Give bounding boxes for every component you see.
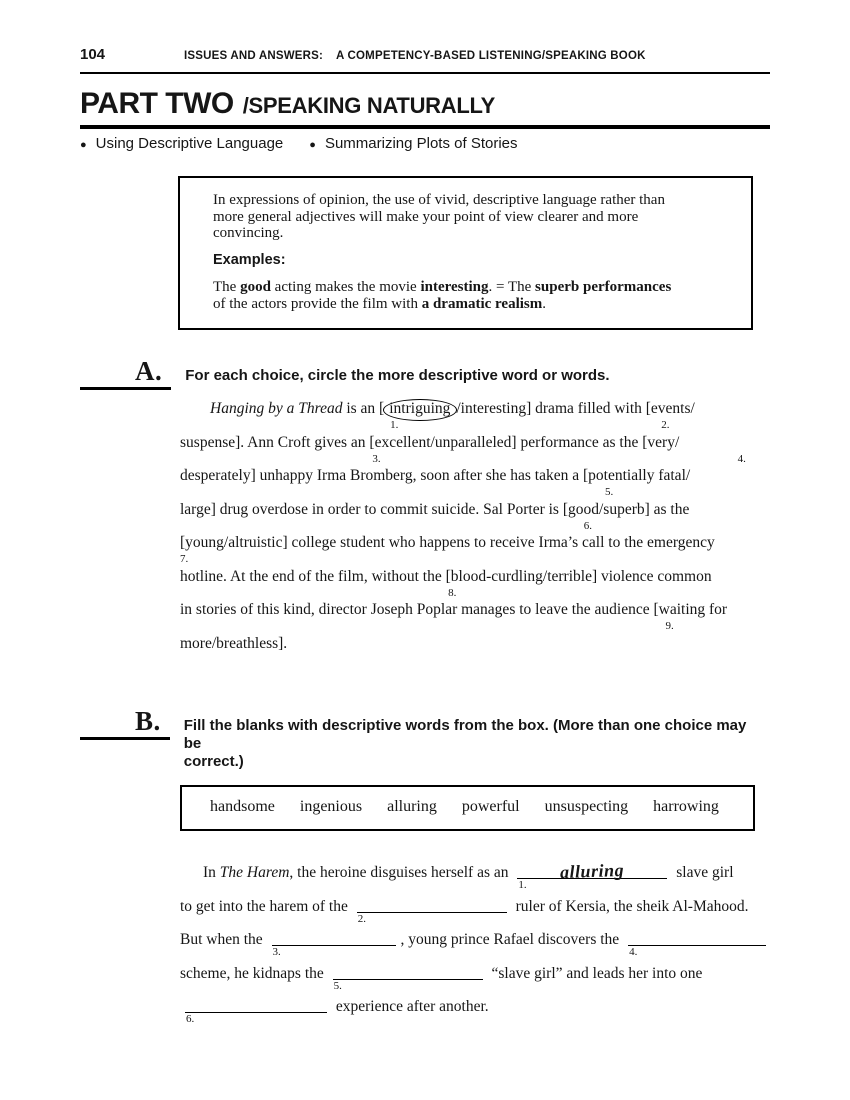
text-segment: hotline. At the end of the film, without the [blood-curdling/terrible] violence common bbox=[180, 567, 712, 585]
goal-label: Using Descriptive Language bbox=[95, 135, 284, 152]
concept-text-line: more general adjectives will make your point of view clearer and more bbox=[213, 208, 639, 225]
exercise-a-paragraph bbox=[180, 400, 772, 668]
paragraph-line bbox=[180, 859, 772, 897]
text-segment: experience after another. bbox=[332, 998, 489, 1015]
text-segment: [young/altruistic] college student who happens to receive Irma’s call to the emergency bbox=[180, 534, 715, 551]
text-segment: desperately] unhappy Irma Bromberg, soon after she has taken a [potentially fatal/ bbox=[180, 467, 691, 484]
word-bank-item: harrowing bbox=[653, 798, 719, 815]
text-segment: superb performances bbox=[535, 279, 672, 295]
exercise-b-instruction bbox=[184, 706, 762, 771]
choice-number: 3. bbox=[372, 452, 381, 465]
word-bank-item: handsome bbox=[210, 798, 275, 815]
circled-answer[interactable]: intriguing bbox=[383, 399, 457, 421]
part-subtitle: /SPEAKING NATURALLY bbox=[242, 93, 495, 118]
text-segment: suspense]. Ann Croft gives an [excellent/unparalleled] performance as the [very/ bbox=[180, 433, 680, 451]
exercise-a bbox=[80, 356, 770, 668]
goal-label: Summarizing Plots of Stories bbox=[324, 135, 518, 152]
bullet-icon bbox=[80, 135, 87, 152]
text-segment: interesting bbox=[420, 279, 489, 295]
paragraph-line bbox=[180, 601, 772, 635]
fill-in-blank[interactable] bbox=[628, 930, 766, 958]
text-segment: of the actors provide the film with bbox=[213, 295, 422, 312]
blank-number: 2. bbox=[357, 912, 366, 925]
text-segment: The Harem bbox=[219, 864, 290, 881]
paragraph-line bbox=[180, 400, 772, 434]
text-segment: “slave girl” and leads her into one bbox=[487, 964, 703, 982]
text-segment: is an [ bbox=[342, 400, 385, 417]
exercise-b bbox=[80, 706, 770, 1031]
text-segment: to get into the harem of the bbox=[180, 897, 352, 915]
word-bank-item: ingenious bbox=[299, 798, 363, 815]
example-text-line bbox=[213, 296, 731, 313]
fill-in-blank[interactable] bbox=[333, 964, 483, 992]
blank-number: 4. bbox=[629, 946, 638, 958]
exercise-b-label: B. bbox=[80, 706, 170, 740]
goal-item bbox=[80, 135, 283, 152]
blank-number: 5. bbox=[333, 979, 342, 992]
blank-number: 3. bbox=[272, 946, 281, 958]
text-segment: more/breathless]. bbox=[180, 634, 288, 652]
part-heading bbox=[80, 87, 770, 152]
paragraph-line bbox=[180, 467, 772, 501]
text-segment: in stories of this kind, director Joseph Poplar manages to leave the audience [waiting for bbox=[180, 601, 728, 618]
concept-box bbox=[178, 176, 753, 330]
text-segment: The bbox=[213, 279, 241, 295]
choice-number: 2. bbox=[661, 419, 670, 431]
paragraph-line bbox=[180, 635, 772, 669]
blank-number: 1. bbox=[518, 879, 527, 891]
paragraph-line bbox=[180, 568, 772, 602]
text-segment: scheme, he kidnaps the bbox=[180, 964, 328, 982]
paragraph-line bbox=[180, 434, 772, 468]
paragraph-line bbox=[180, 897, 772, 931]
fill-in-blank[interactable] bbox=[517, 859, 667, 891]
part-title-row bbox=[80, 87, 770, 129]
paragraph-line bbox=[180, 501, 772, 535]
text-segment: But when the bbox=[180, 931, 267, 948]
running-header-book-section: ISSUES AND ANSWERS: bbox=[184, 50, 324, 62]
instruction-line: correct.) bbox=[183, 753, 244, 770]
word-bank-item: unsuspecting bbox=[544, 798, 629, 815]
text-segment: ruler of Kersia, the sheik Al-Mahood. bbox=[511, 897, 749, 915]
bullet-icon bbox=[309, 135, 316, 152]
exercise-b-paragraph bbox=[180, 859, 772, 1031]
choice-number: 6. bbox=[583, 519, 592, 532]
choice-number: 9. bbox=[665, 620, 674, 632]
text-segment: /interesting] drama filled with [events/ bbox=[456, 400, 695, 417]
running-header bbox=[184, 50, 646, 62]
fill-in-blank[interactable] bbox=[272, 930, 396, 958]
choice-number: 5. bbox=[605, 486, 614, 498]
paragraph-line bbox=[180, 997, 772, 1031]
handwritten-answer: alluring bbox=[560, 859, 625, 883]
part-title: PART TWO bbox=[80, 87, 234, 120]
paragraph-line bbox=[180, 964, 772, 998]
choice-number: 8. bbox=[448, 586, 457, 599]
text-segment: slave girl bbox=[672, 864, 734, 881]
text-segment: , young prince Rafael discovers the bbox=[400, 931, 624, 948]
paragraph-line bbox=[180, 534, 772, 568]
exercise-a-label: A. bbox=[80, 356, 171, 390]
text-segment: In bbox=[203, 864, 220, 881]
fill-in-blank[interactable] bbox=[357, 897, 507, 925]
lesson-goals bbox=[80, 135, 770, 152]
paragraph-line bbox=[180, 930, 772, 964]
text-segment: . = The bbox=[488, 279, 536, 295]
blank-number: 6. bbox=[186, 1013, 195, 1025]
text-segment: good bbox=[240, 279, 271, 295]
text-segment: acting makes the movie bbox=[270, 279, 421, 295]
word-bank-item: alluring bbox=[387, 798, 437, 815]
text-segment: a dramatic realism bbox=[421, 295, 543, 312]
exercise-a-instruction: For each choice, circle the more descriptive word or words. bbox=[185, 367, 610, 384]
page-header bbox=[80, 46, 770, 74]
examples-label: Examples: bbox=[213, 251, 286, 268]
word-bank-item: powerful bbox=[461, 798, 520, 815]
concept-text-line: In expressions of opinion, the use of vivid, descriptive language rather than bbox=[213, 192, 665, 208]
text-segment: , the heroine disguises herself as an bbox=[289, 864, 513, 881]
exercise-a-header bbox=[80, 356, 770, 390]
concept-text-line: convincing. bbox=[213, 225, 284, 241]
choice-number: 7. bbox=[180, 553, 189, 565]
choice-number: 1. bbox=[390, 419, 399, 431]
exercise-b-header bbox=[80, 706, 770, 771]
running-header-book-title: A COMPETENCY-BASED LISTENING/SPEAKING BOOK bbox=[336, 50, 646, 62]
instruction-line: Fill the blanks with descriptive words from the box. (More than one choice may be bbox=[183, 717, 747, 752]
goal-item bbox=[309, 135, 517, 152]
word-bank bbox=[180, 785, 755, 831]
page-number: 104 bbox=[80, 46, 106, 63]
fill-in-blank[interactable] bbox=[185, 997, 327, 1025]
example-text-line bbox=[213, 279, 731, 296]
choice-number: 4. bbox=[737, 452, 746, 465]
text-segment: Hanging by a Thread bbox=[210, 400, 343, 417]
text-segment: . bbox=[542, 295, 546, 312]
text-segment: large] drug overdose in order to commit suicide. Sal Porter is [good/superb] as the bbox=[180, 500, 690, 518]
